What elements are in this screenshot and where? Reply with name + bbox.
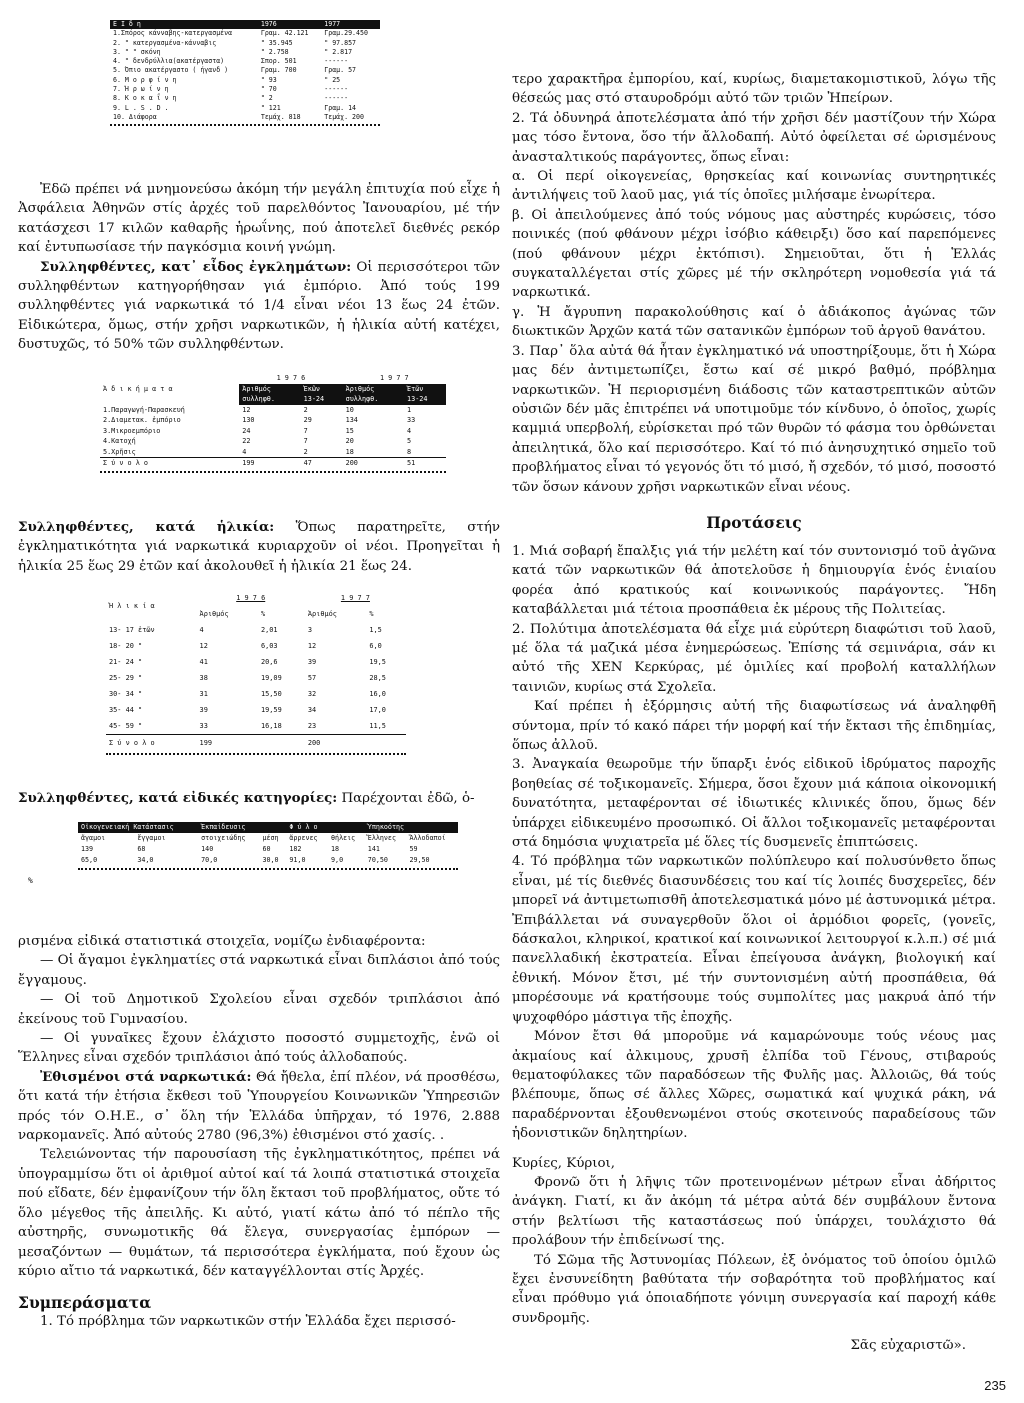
crime-cell: 8 bbox=[407, 447, 412, 456]
paragraph-addicts bbox=[18, 1068, 500, 1146]
paragraph-heading: Συλληφθέντες, κατά ἡλικία: bbox=[18, 519, 275, 535]
cat-cell: 182 bbox=[289, 845, 302, 853]
crime-cell: 18 bbox=[345, 447, 354, 456]
paragraph-categories bbox=[18, 789, 500, 808]
crime-cell: 4 bbox=[242, 447, 247, 456]
paragraph-closing: Τελειώνοντας τήν παρουσίαση τῆς ἐγκληματικότητος, πρέπει νά ὑπογραμμίσω ὅτι οἱ ἀριθμοί αὐτοί καί τά λοιπά στατιστικά στοιχεῖα πού εἴδατε, δέν ἐμφανίζουν τήν ὅλη ἔκτασι τοῦ προβλήματος, οὔτε τό ὅλο μέγεθος τῆς ἀπειλῆς. Κι αὐτό, γιατί κάτω ἀπό τό πέπλο τῆς αὐστηρῆς, συνωμοτικῆς θά ἔλεγα, συνεργασίας ἐμπόρων — μεσαζόντων — θυμάτων, τά περισσότερα ἐγκλήματα, πού ἔχουν ὡς κύριο αἴτιο τά ναρκωτικά, δέν καταγγέλλονται στίς Ἀρχές. bbox=[18, 1147, 500, 1279]
table-row bbox=[110, 57, 380, 66]
age-cell: 15,50 bbox=[260, 690, 282, 698]
crime-cell: 29 bbox=[303, 416, 312, 424]
age-cell: 19,59 bbox=[260, 706, 282, 714]
seizures-cell: Τεμάχ. 818 bbox=[260, 112, 301, 121]
paragraph-conclusion-1: 1. Τό πρόβλημα τῶν ναρκωτικῶν στήν Ἑλλάδα ἔχει περισσό- bbox=[40, 1314, 456, 1330]
paragraph-r7: 1. Μιά σοβαρή ἔπαλξις γιά τήν μελέτη καί τόν συντονισμό τοῦ ἀγῶνα κατά τῶν ναρκωτικῶν θά ἀποτελοῦσε ἡ δημιουργία ἑνός ἑνιαίου φορέα ἀπό κρατικούς καί κοινωνικούς παράγοντες. Ἤδη καταβάλλεται μιά τέτοια προσπάθεια ἐκ μέρους τῆς Πολιτείας. bbox=[512, 543, 996, 618]
crime-total: 47 bbox=[303, 459, 312, 467]
cat-cell: 9,0 bbox=[331, 856, 344, 864]
age-cell: 21- 24 " bbox=[109, 658, 143, 666]
age-cell: 11,5 bbox=[369, 722, 386, 730]
seizures-cell: " 35.945 bbox=[260, 38, 293, 47]
age-total: 199 bbox=[199, 739, 212, 747]
cat-sub: ἔγγαμοι bbox=[137, 834, 166, 842]
age-cell: 6,03 bbox=[260, 642, 278, 650]
paragraph-single: — Οἱ ἄγαμοι ἐγκληματίες στά ναρκωτικά εἶναι διπλάσιοι ἀπό τούς ἔγγαμους. bbox=[18, 953, 500, 988]
age-intro bbox=[18, 518, 500, 576]
age-sub: % bbox=[369, 610, 374, 618]
seizures-cell: ------ bbox=[324, 57, 349, 66]
seizures-cell: 7. Ή ρ ω ί ν η bbox=[113, 85, 169, 94]
crime-cell: 7 bbox=[303, 437, 308, 445]
age-header-1976: 1 9 7 6 bbox=[236, 594, 266, 602]
cat-sub: ἄγαμοι bbox=[81, 834, 106, 842]
paragraph-salutation: Κυρίες, Κύριοι, bbox=[512, 1155, 616, 1171]
seizures-cell: 10. Διάφορα bbox=[113, 112, 157, 121]
age-sub: % bbox=[260, 610, 266, 618]
cat-sub: Ἄλλοδαποί bbox=[409, 834, 446, 842]
seizures-cell: 1.Σπόρος κάνναβης-κατεργασμένα bbox=[113, 29, 233, 38]
cat-sub: θήλεις bbox=[331, 834, 356, 842]
age-cell: 1,5 bbox=[369, 626, 382, 634]
cat-cell: 18 bbox=[331, 845, 340, 853]
divider bbox=[110, 124, 380, 126]
crime-cell: 134 bbox=[345, 416, 358, 424]
age-cell: 30- 34 " bbox=[109, 690, 143, 698]
divider bbox=[78, 868, 458, 870]
cat-cell: 70,0 bbox=[201, 856, 218, 864]
table-row bbox=[110, 66, 380, 75]
paragraph-r14: Φρονῶ ὅτι ἡ λῆψις τῶν προτεινομένων μέτρων εἶναι ἀδήριτος ἀνάγκη. Γιατί, κι ἄν ἀκόμη τά μέτρα αὐτά δέν συμβάλουν ἔντονα στήν βελτίωσι τῆς καταστάσεως πού ὑπάρχει, τουλάχιστο θά προλάβουν τήν ἐπιδείνωσί της. bbox=[512, 1174, 996, 1249]
seizures-cell: " 70 bbox=[260, 85, 277, 94]
heading-proposals: Προτάσεις bbox=[706, 512, 802, 532]
seizures-cell: Γραμ. 57 bbox=[324, 66, 357, 75]
paragraph-body: Θά ἤθελα, ἐπί πλέον, νά προσθέσω, ὅτι κατά τήν ἐτήσια ἔκθεσι τοῦ Ὑπουργείου Κοινωνικῶν Ὑπηρεσιῶν πρός τόν Ο.Η.Ε., σ᾽ ὅλη τήν Ἑλλάδα ὑπῆρχαν, τό 1976, 2.888 ναρκομανεῖς. Ἀπό αὐτούς 2780 (96,3%) ἐθισμένοι στό χασίς. . bbox=[18, 1069, 500, 1144]
crime-cell: 4.Κατοχή bbox=[103, 437, 136, 445]
table-row bbox=[106, 670, 406, 686]
seizures-cell: " 2.817 bbox=[324, 47, 353, 56]
cat-sub: Ἕλληνες bbox=[367, 834, 396, 842]
seizures-cell: 6. Μ ο ρ φ ί ν η bbox=[113, 75, 177, 84]
crime-cell: 1.Παραγωγή-Παρασκευή bbox=[103, 405, 185, 414]
intro-block bbox=[18, 180, 500, 355]
age-cell: 19,09 bbox=[260, 674, 282, 682]
age-cell: 31 bbox=[199, 690, 208, 698]
age-cell: 4 bbox=[199, 626, 204, 634]
age-cell: 41 bbox=[199, 658, 208, 666]
age-cell: 12 bbox=[199, 642, 208, 650]
seizures-cell: ------ bbox=[324, 85, 349, 94]
crime-cell: 24 bbox=[242, 426, 251, 435]
seizures-cell: " 25 bbox=[324, 75, 341, 84]
cat-header-edu: Ἐκπαίδευσις bbox=[201, 823, 246, 831]
crime-total: 200 bbox=[345, 459, 358, 467]
crime-cell: 22 bbox=[242, 437, 251, 445]
crime-cell: 4 bbox=[407, 426, 412, 435]
cat-cell: 140 bbox=[201, 845, 214, 853]
cat-cell: 60 bbox=[262, 845, 271, 853]
crime-cell: 33 bbox=[407, 416, 416, 424]
seizures-cell: 3. " " σκόνη bbox=[113, 47, 161, 56]
age-cell: 20,6 bbox=[260, 658, 278, 666]
crime-total: 51 bbox=[407, 459, 416, 467]
paragraph-intro-stats: ρισμένα εἰδικά στατιστικά στοιχεῖα, νομίζω ἐνδιαφέροντα: bbox=[18, 934, 426, 949]
crime-table bbox=[100, 373, 446, 473]
crime-cell: 20 bbox=[345, 437, 354, 445]
cat-cell: 91,0 bbox=[289, 856, 306, 864]
seizures-cell: Γραμ. 42.121 bbox=[260, 29, 309, 38]
table-row bbox=[110, 29, 380, 38]
paragraph-women: — Οἱ γυναῖκες ἔχουν ἐλάχιστο ποσοστό συμμετοχῆς, ἐνῶ οἱ Ἕλληνες εἶναι σχεδόν τριπλάσιοι ἀπό τούς ἀλλοδαπούς. bbox=[18, 1031, 500, 1066]
age-sub: Ἀριθμός bbox=[199, 610, 229, 618]
paragraph-heading: Συλληφθέντες, κατά εἰδικές κατηγορίες: bbox=[18, 790, 338, 806]
crime-sub: Ἐκῶν bbox=[303, 384, 321, 393]
cat-header-sex: Φ ύ λ ο bbox=[289, 823, 318, 831]
age-cell: 6,0 bbox=[369, 642, 382, 650]
paragraph-crime-type bbox=[18, 258, 500, 355]
paragraph-school: — Οἱ τοῦ Δημοτικοῦ Σχολείου εἶναι σχεδόν τριπλάσιοι ἀπό ἐκείνους τοῦ Γυμνασίου. bbox=[18, 992, 500, 1027]
seizures-header-1977: 1977 bbox=[324, 20, 341, 28]
age-total-label: Σ ύ ν ο λ ο bbox=[109, 739, 155, 747]
paragraph-body: Ὅπως παρατηρεῖτε, στήν ἐγκληματικότητα γιά ναρκωτικά κυριαρχοῦν οἱ νέοι. Προηγεῖται ἡ ἡλικία 25 ἕως 29 ἐτῶν καί ἀκολουθεῖ ἡ ἡλικία 21 ἕως 24. bbox=[18, 520, 500, 574]
seizures-cell: 8. Κ ο κ α ΐ ν η bbox=[113, 94, 177, 103]
crime-sub: 13-24 bbox=[407, 395, 428, 403]
crime-sub: 13-24 bbox=[303, 395, 325, 403]
age-cell: 32 bbox=[307, 690, 317, 698]
seizures-cell: 5. Όπιο ακατέργαστο ( ήγανδ ) bbox=[113, 66, 229, 75]
cat-sub: ἄρρενες bbox=[289, 834, 318, 842]
table-row bbox=[110, 85, 380, 94]
cat-cell: 141 bbox=[367, 845, 380, 853]
crime-cell: 1 bbox=[407, 405, 412, 414]
seizures-cell: " 2 bbox=[260, 94, 273, 103]
seizures-cell: 2. " κατεργασμένα-κάνναβις bbox=[113, 38, 217, 47]
table-row bbox=[106, 702, 406, 718]
table-row bbox=[100, 447, 446, 458]
seizures-cell: " 93 bbox=[260, 75, 277, 84]
cat-sub: μέση bbox=[262, 834, 279, 842]
table-row bbox=[100, 436, 446, 447]
cat-cell: 30,0 bbox=[262, 856, 279, 864]
right-column bbox=[512, 70, 996, 1356]
paragraph-r2: 2. Τά ὀδυνηρά ἀποτελέσματα ἀπό τήν χρῆσι δέν μαστίζουν τήν Χώρα μας τόσο ἔντονα, ὅσο τήν ἄλλοδαπή. Αὐτό ὀφείλεται σέ ὡρισμένους ἀνασταλτικούς παράγοντες, ὅπως εἶναι: bbox=[512, 110, 996, 165]
paragraph-heading: Συλληφθέντες, κατ᾽ εἶδος ἐγκλημάτων: bbox=[40, 258, 352, 275]
categories-table bbox=[28, 822, 458, 885]
age-cell: 12 bbox=[307, 642, 317, 650]
seizures-cell: Γραμ.29.450 bbox=[324, 29, 368, 38]
crime-cell: 130 bbox=[242, 416, 255, 424]
paragraph-r8: 2. Πολύτιμα ἀποτελέσματα θά εἶχε μιά εὐρύτερη διαφώτισι τοῦ λαοῦ, μέ ὅλα τά μαζικά μέσα ἐνημερώσεως. Ἐπίσης τά σεμινάρια, σάν κι αὐτό τῆς ΧΕΝ Κερκύρας, μέ ὁμιλίες καί προβολή καταλλήλων ταινιῶν, κυρίως στά Σχολεῖα. bbox=[512, 621, 996, 695]
age-header-1977: 1 9 7 7 bbox=[340, 594, 370, 602]
paragraph-r11: 4. Τό πρόβλημα τῶν ναρκωτικῶν πολύπλευρο καί πολυσύνθετο ὅπως εἶναι, μέ τίς διεθνές διασυνδέσεις του καί τίς λοιπές δυσχερεῖες, δέν μπορεῖ νά ἀντιμετωπισθῆ ἀποτελεσματικά μόνο μέ ἀστυνομικά μέτρα. Ἐπιβάλλεται νά συναγερθοῦν ὅλοι οἱ ἁρμόδιοι φορεῖς, (γονεῖς, δάσκαλοι, κληρικοί, κρατικοί καί κοινωνικοί λειτουργοί κ.λ.π.) σέ μιά πανελλαδική ἐκστρατεία. Εἶναι ἐπείγουσα ἀνάγκη, βιολογική καί ἐθνική. Μόνον ἔτσι, μέ τήν συντονισμένη αὐτή προσπάθεια, θά μπορέσουμε νά κρατήσουμε τούς συμπολίτες μας μακρυά ἀπό τήν ψυχοφθόρο μάστιγα τῆς ἐποχῆς. bbox=[512, 854, 996, 1025]
cat-cell: 65,0 bbox=[81, 856, 98, 864]
cat-header-family: Οἰκογενειακή Κατάστασις bbox=[81, 823, 174, 831]
age-cell: 34 bbox=[307, 706, 317, 714]
seizures-header-kind: Ε Ι δ η bbox=[113, 20, 141, 28]
seizures-cell: " 97.857 bbox=[324, 38, 357, 47]
paragraph-r6: 3. Παρ᾽ ὅλα αὐτά θά ἦταν ἐγκληματικό νά υποστηρίξουμε, ὅτι ἡ Χώρα μας δέν ἀντιμετωπίζει, ἔστω καί σέ μικρό βαθμό, πρόβλημα ναρκωτικῶν. Ἡ περιορισμένη διάδοσις τῶν καταστρεπτικῶν αὐτῶν οὐσιῶν δέν μᾶς ἐπιτρέπει νά υποτιμοῦμε τόν κίνδυνο, ὁ ὁποῖος, χωρίς καμμιά υπερβολή, εὑρίσκεται πρό τῶν θυρῶν τό φάσμα του ὀρθώνεται ἀπειλητικά, ὅλο καί περισσότερο. Καί τό πιό ἀνησυχητικό σημεῖο τοῦ προβλήματος εἶναι τό γεγονός ὅτι τό μισό, ἤ σχεδόν, τό μισό, ποσοστό τῶν ὅσων κάνουν χρῆσι ναρκωτικῶν εἶναι νέους. bbox=[512, 343, 996, 495]
divider bbox=[100, 471, 446, 473]
age-cell: 35- 44 " bbox=[109, 706, 143, 714]
crime-sub: συλληφθ. bbox=[242, 395, 275, 403]
age-cell: 33 bbox=[199, 722, 208, 730]
age-cell: 13- 17 ἐτῶν bbox=[109, 626, 155, 634]
age-cell: 18- 20 " bbox=[109, 642, 143, 650]
crime-header-1976: 1 9 7 6 bbox=[276, 374, 306, 382]
paragraph-heading: Ἐθισμένοι στά ναρκωτικά: bbox=[40, 1068, 252, 1085]
table-row bbox=[110, 113, 380, 122]
seizures-cell: Τεμάχ. 200 bbox=[324, 112, 364, 121]
divider bbox=[106, 753, 406, 755]
table-row bbox=[78, 855, 458, 866]
crime-sub: Ἐτῶν bbox=[407, 384, 424, 393]
crime-cell: 7 bbox=[303, 426, 308, 435]
paragraph-body: Οἱ περισσότεροι τῶν συλληφθέντων κατηγορήθησαν γιά ἐμπόριο. Ἀπό τούς 199 συλληφθέντες γιά ναρκωτικά τό 1/4 εἶναι νέοι 13 ἕως 24 ἐτῶν. Εἰδικώτερα, ὅμως, στήν χρῆσι ναρκωτικῶν, ἡ ἡλικία αὐτή κατέχει, δυστυχῶς, τό 50% τῶν συλληφθέντων. bbox=[18, 259, 500, 353]
table-row bbox=[110, 48, 380, 57]
cat-sub: στοιχειώδης bbox=[201, 834, 246, 842]
crime-header-1977: 1 9 7 7 bbox=[379, 374, 409, 382]
age-table bbox=[106, 590, 406, 755]
table-row bbox=[110, 76, 380, 85]
paragraph-r5: γ. Ἡ ἄγρυπνη παρακολούθησις καί ὁ ἀδιάκοπος ἀγώνας τῶν διωκτικῶν Ἀρχῶν κατά τῶν σατανικῶν ἐμπόρων τοῦ ἀργοῦ θανάτου. bbox=[512, 304, 996, 340]
seizures-cell: " 121 bbox=[260, 103, 281, 112]
paragraph-age bbox=[18, 518, 500, 576]
age-cell: 38 bbox=[199, 674, 208, 682]
table-row bbox=[106, 654, 406, 670]
table-row bbox=[110, 104, 380, 113]
cat-cell: 59 bbox=[409, 845, 418, 853]
crime-sub: Ἀριθμός bbox=[242, 384, 271, 393]
crime-cell: 2.Διαμετακ. ἐμπόριο bbox=[103, 416, 181, 424]
seizures-table bbox=[110, 20, 380, 126]
seizures-cell: Γραμ. 700 bbox=[260, 66, 297, 75]
age-cell: 16,0 bbox=[369, 690, 386, 698]
age-cell: 39 bbox=[199, 706, 208, 714]
table-row bbox=[106, 686, 406, 702]
crime-total-label: Σ ύ ν ο λ ο bbox=[103, 459, 149, 467]
paragraph-r1: τερο χαρακτῆρα ἐμπορίου, καί, κυρίως, διαμετακομιστικοῦ, λόγω τῆς θέσεώς μας στό σταυροδρόμι αὐτό τῶν τριῶν Ἠπείρων. bbox=[512, 72, 996, 107]
crime-cell: 5.Χρῆσις bbox=[103, 447, 136, 456]
age-cell: 3 bbox=[307, 626, 313, 634]
seizures-cell: ------ bbox=[324, 94, 349, 103]
seizures-cell: 4. " δενδρύλλια(ακατέργαστα) bbox=[113, 57, 225, 66]
cat-cell: 139 bbox=[81, 845, 94, 853]
paragraph-thanks: Σᾶς εὐχαριστῶ». bbox=[850, 1338, 966, 1354]
age-cell: 28,5 bbox=[369, 674, 386, 682]
crime-cell: 5 bbox=[407, 437, 412, 445]
crime-cell: 12 bbox=[242, 405, 251, 414]
crime-cell: 15 bbox=[345, 426, 354, 435]
paragraph-r15: Τό Σῶμα τῆς Ἀστυνομίας Πόλεων, ἐξ ὀνόματος τοῦ ὁποίου ὁμιλῶ ἔχει ἐνσυνείδητη βαθύτατα τήν σοβαρότητα τοῦ προβλήματος καί εἶναι πρόθυμο γιά ὁποιαδήποτε γόνιμη συνεργασία καί παροχή κάθε συνδρομῆς. bbox=[512, 1252, 996, 1326]
left-body bbox=[18, 932, 500, 1332]
crime-sub: Ἀριθμός bbox=[345, 384, 375, 393]
age-cell: 2,01 bbox=[260, 626, 278, 634]
crime-total: 199 bbox=[242, 459, 255, 467]
table-row bbox=[106, 718, 406, 735]
page-number: 235 bbox=[984, 1378, 1006, 1393]
cat-pct-label: % bbox=[28, 876, 33, 885]
cat-cell: 34,0 bbox=[137, 856, 154, 864]
heading-conclusions: Συμπεράσματα bbox=[18, 1293, 152, 1313]
cat-header-nat: Ὑπηκοότης bbox=[367, 823, 405, 831]
table-row bbox=[110, 39, 380, 48]
age-cell: 57 bbox=[307, 674, 317, 682]
paragraph-r10: 3. Ἀναγκαία θεωροῦμε τήν ὕπαρξι ἑνός εἰδικοῦ ἱδρύματος παροχῆς βοηθείας σέ τοξικομανεῖς. Σήμερα, ὅσοι ἔχουν μιά κάποια οἰκονομική δυνατότητα, μεταφέρονται σέ ἰδιωτικές κλινικές ὅπου, ὅμως δέν ὑπάρχει εἰδικευμένο προσωπικό. Οἱ ἄλλοι τοξικομανεῖς μεταφέρονται στά δημόσια ψυχιατρεῖα μέ ὅλες τίς δυσμενεῖς ἐπιπτώσεις. bbox=[512, 757, 996, 851]
crime-sub: συλληφθ. bbox=[345, 395, 379, 403]
age-cell: 39 bbox=[307, 658, 317, 666]
seizures-cell: Γραμ. 14 bbox=[324, 103, 357, 112]
crime-cell: 2 bbox=[303, 447, 308, 456]
table-row bbox=[100, 415, 446, 426]
crime-cell: 2 bbox=[303, 405, 308, 414]
paragraph-r12: Μόνον ἔτσι θά μποροῦμε νά καμαρώνουμε τούς νέους μας ἀκμαίους καί ἀλκιμους, χρυσῆ ἐλπίδα τοῦ Γένους, στιβαρούς θεματοφύλακες τῶν παραδόσεων τῆς Φυλῆς μας. Ἀλλοιῶς, θά τούς βλέπουμε, ὅπως σέ ἄλλες Χῶρες, σωματικά καί ψυχικά ράκη, νά παραδέρνονται ἐξουθενωμένοι στούς σκοτεινούς παραδείσους τῶν ἡδονιστικῶν δηλητηρίων. bbox=[512, 1029, 996, 1142]
age-header-label: Ἡ λ ι κ ί α bbox=[109, 602, 155, 610]
seizures-cell: 9. L . S . D . bbox=[113, 103, 169, 112]
table-row bbox=[106, 735, 406, 752]
table-row bbox=[106, 638, 406, 654]
seizures-cell: Σπορ. 501 bbox=[260, 57, 297, 66]
age-cell: 17,0 bbox=[369, 706, 386, 714]
age-cell: 23 bbox=[307, 722, 317, 730]
table-row bbox=[100, 458, 446, 469]
cat-cell: 29,50 bbox=[409, 856, 430, 864]
paragraph-r4: β. Οἱ ἀπειλούμενες ἀπό τούς νόμους μας αὐστηρές κυρώσεις, τόσο ποινικές (πού φθάνουν μέχρι ἰσόβιο κάθειρξι) ὅσο καί παρεπόμενες (πού φθάνουν μέχρι ἐκτόπισι). Σημειοῦται, ὅτι ἡ Ἑλλάς συγκαταλλέγεται στίς χῶρες μέ τήν σκληρότερη νομοθεσία γιά τά ναρκωτικά. bbox=[512, 207, 996, 301]
table-row bbox=[100, 426, 446, 437]
table-row bbox=[110, 94, 380, 103]
crime-cell: 3.Μικροεμπόριο bbox=[103, 426, 161, 435]
age-cell: 45- 59 " bbox=[109, 722, 143, 730]
table-row bbox=[100, 405, 446, 416]
cat-cell: 68 bbox=[137, 845, 146, 853]
table-row bbox=[78, 844, 458, 855]
paragraph-r9: Καί πρέπει ἡ ἐξόρμησις αὐτή τῆς διαφωτίσεως νά ἀναληφθῆ σύντομα, πρίν τό κακό πάρει τήν μορφή καί τήν ἔκτασι τῆς ἐπιδημίας, ὅπως ἀλλοῦ. bbox=[512, 699, 996, 753]
table-row bbox=[106, 622, 406, 638]
age-total: 200 bbox=[307, 739, 321, 747]
paragraph-r3: α. Οἱ περί οἰκογενείας, θρησκείας καί κοινωνίας συντηρητικές ἀντιλήψεις τοῦ λαοῦ μας, γιά τίς ὁποῖες μιλήσαμε ἐνωρίτερα. bbox=[512, 169, 996, 204]
age-cell: 19,5 bbox=[369, 658, 386, 666]
seizures-cell: " 2.758 bbox=[260, 47, 289, 56]
crime-header-label: Ἀ δ ι κ ή μ α τ α bbox=[103, 384, 173, 393]
categories-intro bbox=[18, 789, 500, 808]
cat-cell: 70,50 bbox=[367, 856, 388, 864]
age-cell: 25- 29 " bbox=[109, 674, 143, 682]
age-sub: Ἀριθμός bbox=[307, 610, 337, 618]
crime-cell: 10 bbox=[345, 405, 354, 414]
age-cell: 16,18 bbox=[260, 722, 282, 730]
paragraph-heroin-seizure: Ἐδῶ πρέπει νά μνημονεύσω ἀκόμη τήν μεγάλη ἐπιτυχία πού εἶχε ἡ Ἀσφάλεια Ἀθηνῶν στίς ἀρχές τοῦ παρελθόντος Ἰανουαρίου, μέ τήν κατάσχεσι 17 κιλῶν καθαρῆς ἡρωΐνης, πού ἀποτελεῖ διεθνές ρεκόρ καί ἐντυπωσίασε τήν παγκόσμια κοινή γνώμη. bbox=[18, 182, 500, 256]
paragraph-body: Παρέχονται ἐδῶ, ὁ- bbox=[337, 791, 475, 806]
seizures-header-1976: 1976 bbox=[260, 20, 277, 28]
